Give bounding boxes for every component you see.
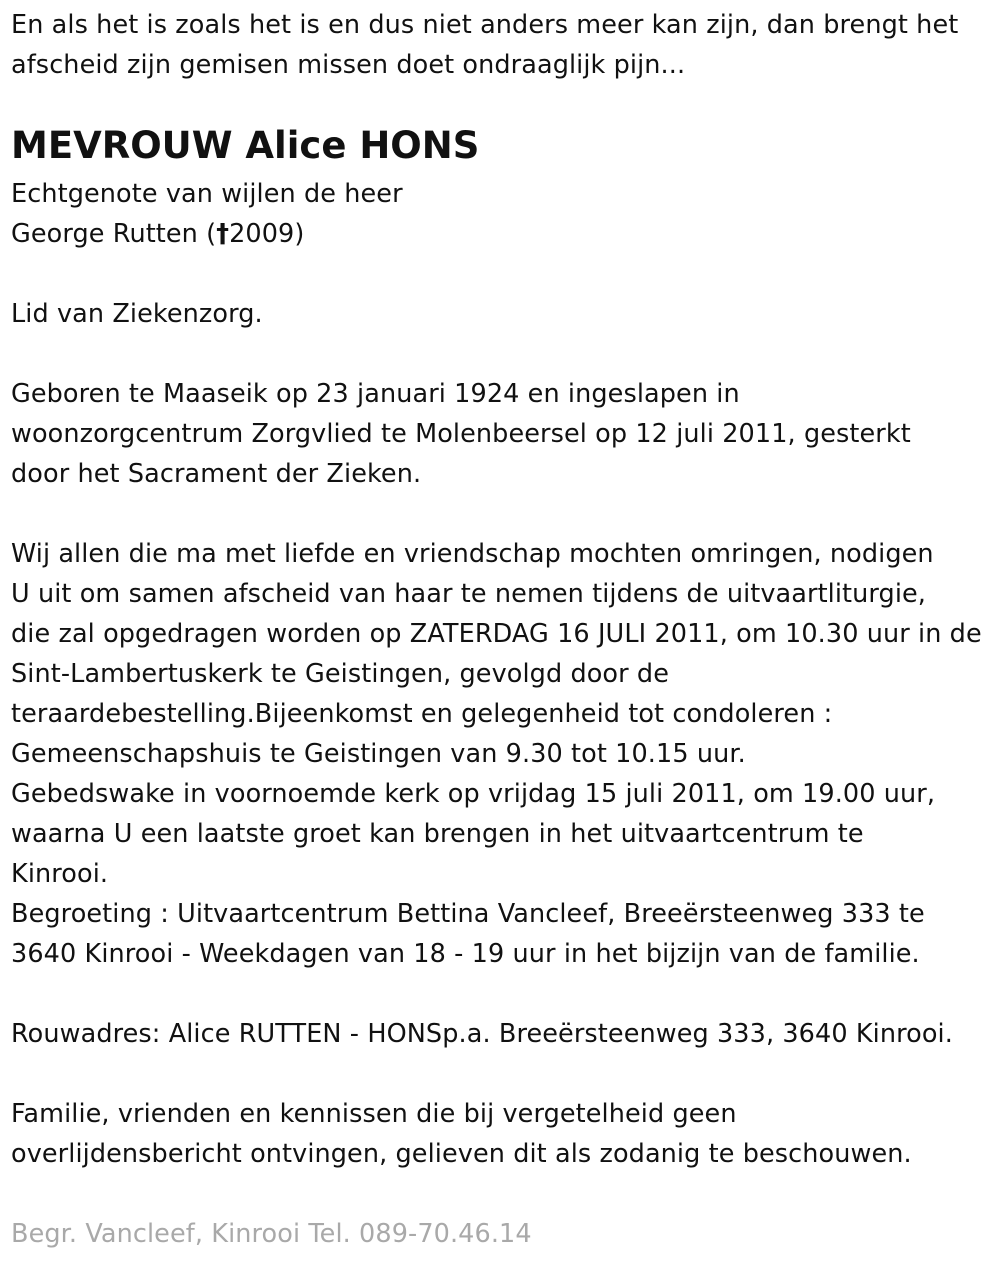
birth-death-line: woonzorgcentrum Zorgvlied te Molenbeersel op 12 juli 2011, gesterkt bbox=[11, 419, 911, 449]
invitation-line: Gemeenschapshuis te Geistingen van 9.30 tot 10.15 uur. bbox=[11, 739, 746, 769]
invitation-line: Kinrooi. bbox=[11, 859, 109, 889]
intro-line: En als het is zoals het is en dus niet anders meer kan zijn, dan brengt het bbox=[11, 10, 959, 40]
deceased-name: MEVROUW Alice HONS bbox=[11, 124, 480, 167]
funeral-director-footer: Begr. Vancleef, Kinrooi Tel. 089-70.46.14 bbox=[11, 1219, 532, 1249]
invitation-line: Gebedswake in voornoemde kerk op vrijdag 15 juli 2011, om 19.00 uur, bbox=[11, 779, 936, 809]
mourning-address bbox=[11, 1014, 953, 1054]
invitation-line: 3640 Kinrooi - Weekdagen van 18 - 19 uur in het bijzijn van de familie. bbox=[11, 939, 920, 969]
spouse-info bbox=[11, 174, 403, 254]
mourning-address-line: Rouwadres: Alice RUTTEN - HONSp.a. Breeërsteenweg 333, 3640 Kinrooi. bbox=[11, 1019, 953, 1049]
spouse-death-year: 2009) bbox=[229, 219, 305, 249]
birth-death-info bbox=[11, 374, 911, 494]
family-notice-line: overlijdensbericht ontvingen, gelieven dit als zodanig te beschouwen. bbox=[11, 1139, 912, 1169]
family-notice-line: Familie, vrienden en kennissen die bij vergetelheid geen bbox=[11, 1099, 737, 1129]
intro-poem bbox=[11, 5, 958, 85]
spouse-line: Echtgenote van wijlen de heer bbox=[11, 179, 403, 209]
invitation-line: die zal opgedragen worden op ZATERDAG 16 JULI 2011, om 10.30 uur in de bbox=[11, 619, 982, 649]
invitation-line: U uit om samen afscheid van haar te nemen tijdens de uitvaartliturgie, bbox=[11, 579, 927, 609]
cross-icon: † bbox=[216, 219, 230, 249]
invitation-line: Sint-Lambertuskerk te Geistingen, gevolgd door de bbox=[11, 659, 670, 689]
birth-death-line: door het Sacrament der Zieken. bbox=[11, 459, 422, 489]
membership bbox=[11, 294, 263, 334]
intro-line: afscheid zijn gemisen missen doet ondraaglijk pijn... bbox=[11, 50, 686, 80]
family-notice bbox=[11, 1094, 912, 1174]
invitation-line: Wij allen die ma met liefde en vriendschap mochten omringen, nodigen bbox=[11, 539, 934, 569]
spouse-name-text: George Rutten ( bbox=[11, 219, 217, 249]
invitation-line: waarna U een laatste groet kan brengen in het uitvaartcentrum te bbox=[11, 819, 864, 849]
funeral-invitation bbox=[11, 534, 982, 974]
invitation-line: Begroeting : Uitvaartcentrum Bettina Vancleef, Breeërsteenweg 333 te bbox=[11, 899, 925, 929]
birth-death-line: Geboren te Maaseik op 23 januari 1924 en ingeslapen in bbox=[11, 379, 740, 409]
invitation-line: teraardebestelling.Bijeenkomst en gelegenheid tot condoleren : bbox=[11, 699, 833, 729]
spouse-name-line bbox=[11, 214, 403, 254]
membership-line: Lid van Ziekenzorg. bbox=[11, 299, 263, 329]
